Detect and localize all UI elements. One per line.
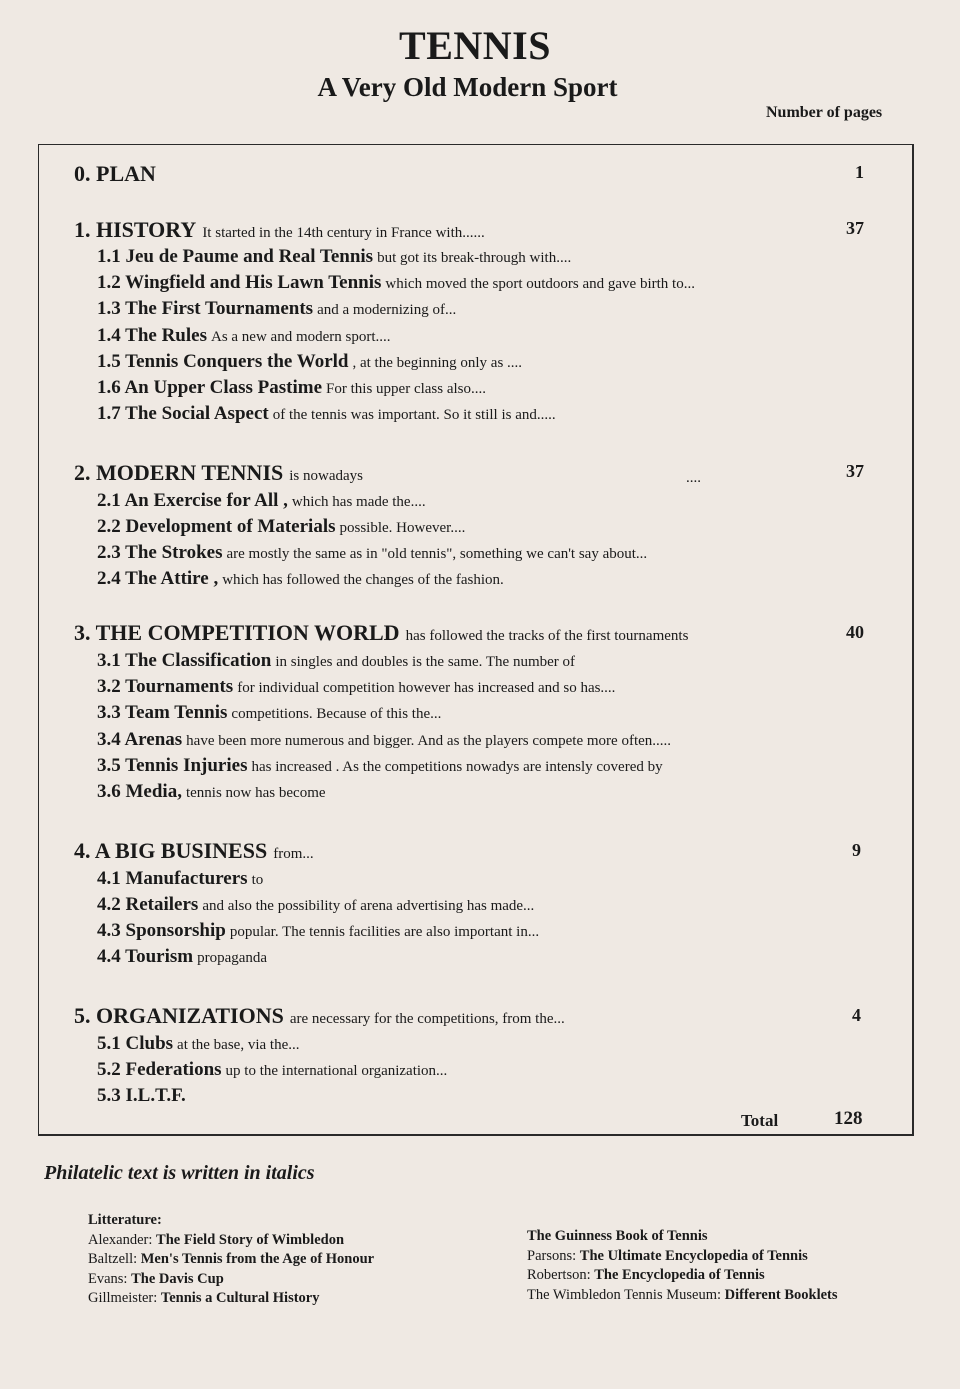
- subsection-note: possible. However....: [339, 520, 466, 536]
- subsection-item: [97, 542, 647, 564]
- total-value: 128: [834, 1108, 863, 1129]
- subsection-title: 3.5 Tennis Injuries: [97, 755, 248, 776]
- section-title: 5. ORGANIZATIONS: [74, 1003, 284, 1028]
- subsection-item: [97, 568, 504, 590]
- literature-entry: [527, 1247, 838, 1267]
- literature-work: Men's Tennis from the Age of Honour: [140, 1251, 375, 1267]
- section-note: from...: [273, 846, 314, 862]
- literature-author: Baltzell:: [88, 1251, 138, 1267]
- literature-entry: [527, 1286, 838, 1306]
- subsection-item: [97, 781, 326, 803]
- section-title: 4. A BIG BUSINESS: [74, 838, 268, 863]
- literature-author: Alexander:: [88, 1231, 153, 1248]
- section-title: 2. MODERN TENNIS: [74, 460, 284, 485]
- subsection-item: [97, 246, 571, 268]
- subsection-note: up to the international organization...: [225, 1063, 448, 1079]
- subsection-note: but got its break-through with....: [377, 250, 572, 266]
- subsection-note: for individual competition however has increased and so has....: [237, 680, 616, 696]
- subsection-note: which moved the sport outdoors and gave birth to...: [385, 276, 695, 292]
- subsection-item: [97, 755, 663, 777]
- subsection-note: which has made the....: [291, 494, 426, 510]
- subsection-item: [97, 298, 456, 320]
- literature-work: Different Booklets: [724, 1286, 838, 1303]
- section-big-business: [74, 838, 960, 864]
- subsection-title: 1.6 An Upper Class Pastime: [97, 377, 323, 398]
- subsection-note: and a modernizing of...: [317, 302, 457, 318]
- subsection-item: [97, 351, 522, 373]
- subsection-title: 1.4 The Rules: [97, 325, 207, 346]
- subsection-item: [97, 894, 534, 916]
- literature-entry: [88, 1289, 374, 1309]
- section-note: has followed the tracks of the first tournaments: [405, 628, 689, 644]
- literature-left: [88, 1211, 374, 1309]
- subsection-item: [97, 1059, 447, 1081]
- subsection-item: [97, 403, 556, 425]
- section-pages: 40: [846, 622, 864, 642]
- subsection-title: 5.1 Clubs: [97, 1033, 174, 1054]
- subsection-title: 1.5 Tennis Conquers the World: [97, 351, 349, 372]
- subsection-item: [97, 377, 486, 399]
- literature-entry: [527, 1266, 838, 1286]
- subsection-title: 2.1 An Exercise for All ,: [97, 490, 288, 511]
- section-pages: 37: [846, 461, 864, 481]
- literature-entry: [527, 1227, 838, 1247]
- subsection-item: [97, 1085, 186, 1107]
- philatelic-note: Philatelic text is written in italics: [44, 1162, 315, 1184]
- section-note: are necessary for the competitions, from the...: [289, 1011, 565, 1027]
- section-pages: 4: [852, 1005, 861, 1025]
- subsection-title: 5.3 I.L.T.F.: [97, 1085, 186, 1106]
- subsection-title: 5.2 Federations: [97, 1059, 222, 1080]
- subsection-title: 1.7 The Social Aspect: [97, 403, 269, 424]
- subsection-note: which has followed the changes of the fashion.: [222, 572, 504, 588]
- subsection-note: competitions. Because of this the...: [231, 706, 442, 722]
- subsection-title: 3.6 Media,: [97, 781, 182, 802]
- literature-entry: [88, 1231, 374, 1251]
- subsection-title: 4.2 Retailers: [97, 894, 199, 915]
- subsection-note: has increased . As the competitions nowadys are intensly covered by: [251, 759, 663, 775]
- subsection-item: [97, 325, 391, 347]
- section-competition-world: [74, 620, 960, 646]
- section-modern-tennis: [74, 460, 960, 486]
- literature-work: The Guinness Book of Tennis: [527, 1228, 708, 1244]
- subsection-note: to: [251, 872, 264, 888]
- page-title: TENNIS: [399, 23, 551, 68]
- literature-author: Robertson:: [527, 1267, 591, 1283]
- section-note: It started in the 14th century in France with......: [202, 225, 485, 241]
- subsection-note: at the base, via the...: [177, 1037, 300, 1053]
- section-title: 0. PLAN: [74, 161, 156, 186]
- subsection-note: As a new and modern sport....: [210, 329, 391, 345]
- literature-author: Parsons:: [527, 1247, 577, 1264]
- subsection-note: popular. The tennis facilities are also important in...: [229, 924, 540, 940]
- subsection-title: 2.2 Development of Materials: [97, 516, 336, 537]
- literature-right: [527, 1227, 838, 1305]
- pages-column-label: Number of pages: [766, 104, 883, 121]
- section-pages: 9: [852, 840, 861, 860]
- literature-work: The Encyclopedia of Tennis: [594, 1267, 765, 1283]
- subsection-item: [97, 1033, 300, 1055]
- subsection-note: tennis now has become: [185, 785, 326, 801]
- subsection-title: 4.1 Manufacturers: [97, 868, 248, 889]
- literature-work: The Field Story of Wimbledon: [156, 1231, 345, 1248]
- subsection-note: For this upper class also....: [326, 381, 487, 397]
- subsection-item: [97, 272, 695, 294]
- subsection-title: 3.4 Arenas: [97, 729, 183, 750]
- subsection-title: 1.3 The First Tournaments: [97, 298, 314, 319]
- subsection-note: propaganda: [197, 950, 268, 966]
- section-organizations: [74, 1003, 960, 1029]
- literature-author: Gillmeister:: [88, 1290, 158, 1306]
- literature-author: Evans:: [88, 1270, 128, 1287]
- literature-entry: [88, 1250, 374, 1270]
- literature-work: The Ultimate Encyclopedia of Tennis: [579, 1247, 808, 1264]
- subsection-title: 3.1 The Classification: [97, 650, 272, 671]
- subsection-title: 3.3 Team Tennis: [97, 702, 228, 723]
- literature-entry: [88, 1270, 374, 1290]
- subsection-title: 3.2 Tournaments: [97, 676, 234, 697]
- subsection-item: [97, 516, 465, 538]
- subsection-note: and also the possibility of arena advertising has made...: [202, 898, 535, 914]
- literature-work: The Davis Cup: [131, 1270, 224, 1287]
- total-label: Total: [741, 1111, 779, 1130]
- section-history: [74, 217, 960, 243]
- subsection-item: [97, 729, 671, 751]
- subsection-note: have been more numerous and bigger. And as the players compete more often.....: [186, 733, 672, 749]
- subsection-title: 2.3 The Strokes: [97, 542, 223, 563]
- section-pages: 37: [846, 218, 864, 238]
- section-plan: [74, 161, 960, 187]
- subsection-item: [97, 920, 539, 942]
- subsection-note: of the tennis was important. So it still is and.....: [272, 407, 556, 423]
- page-subtitle: A Very Old Modern Sport: [317, 72, 618, 102]
- section-title: 1. HISTORY: [74, 217, 197, 242]
- subsection-item: [97, 702, 441, 724]
- subsection-item: [97, 676, 615, 698]
- literature-work: Tennis a Cultural History: [160, 1290, 320, 1306]
- leader-dots: ....: [686, 470, 701, 486]
- section-note: is nowadays: [289, 468, 363, 484]
- literature-author: The Wimbledon Tennis Museum:: [527, 1286, 722, 1303]
- subsection-item: [97, 868, 263, 890]
- section-pages: 1: [855, 162, 864, 182]
- subsection-note: are mostly the same as in "old tennis", something we can't say about...: [226, 546, 648, 562]
- subsection-note: in singles and doubles is the same. The number of: [275, 654, 576, 670]
- subsection-title: 4.3 Sponsorship: [97, 920, 226, 941]
- section-title: 3. THE COMPETITION WORLD: [74, 620, 400, 645]
- subsection-note: , at the beginning only as ....: [352, 355, 523, 371]
- subsection-item: [97, 946, 267, 968]
- subsection-title: 2.4 The Attire ,: [97, 568, 219, 589]
- subsection-title: 4.4 Tourism: [97, 946, 194, 967]
- subsection-title: 1.1 Jeu de Paume and Real Tennis: [97, 246, 374, 267]
- subsection-item: [97, 490, 426, 512]
- subsection-title: 1.2 Wingfield and His Lawn Tennis: [97, 272, 382, 293]
- subsection-item: [97, 650, 575, 672]
- literature-heading: Litterature:: [88, 1212, 162, 1228]
